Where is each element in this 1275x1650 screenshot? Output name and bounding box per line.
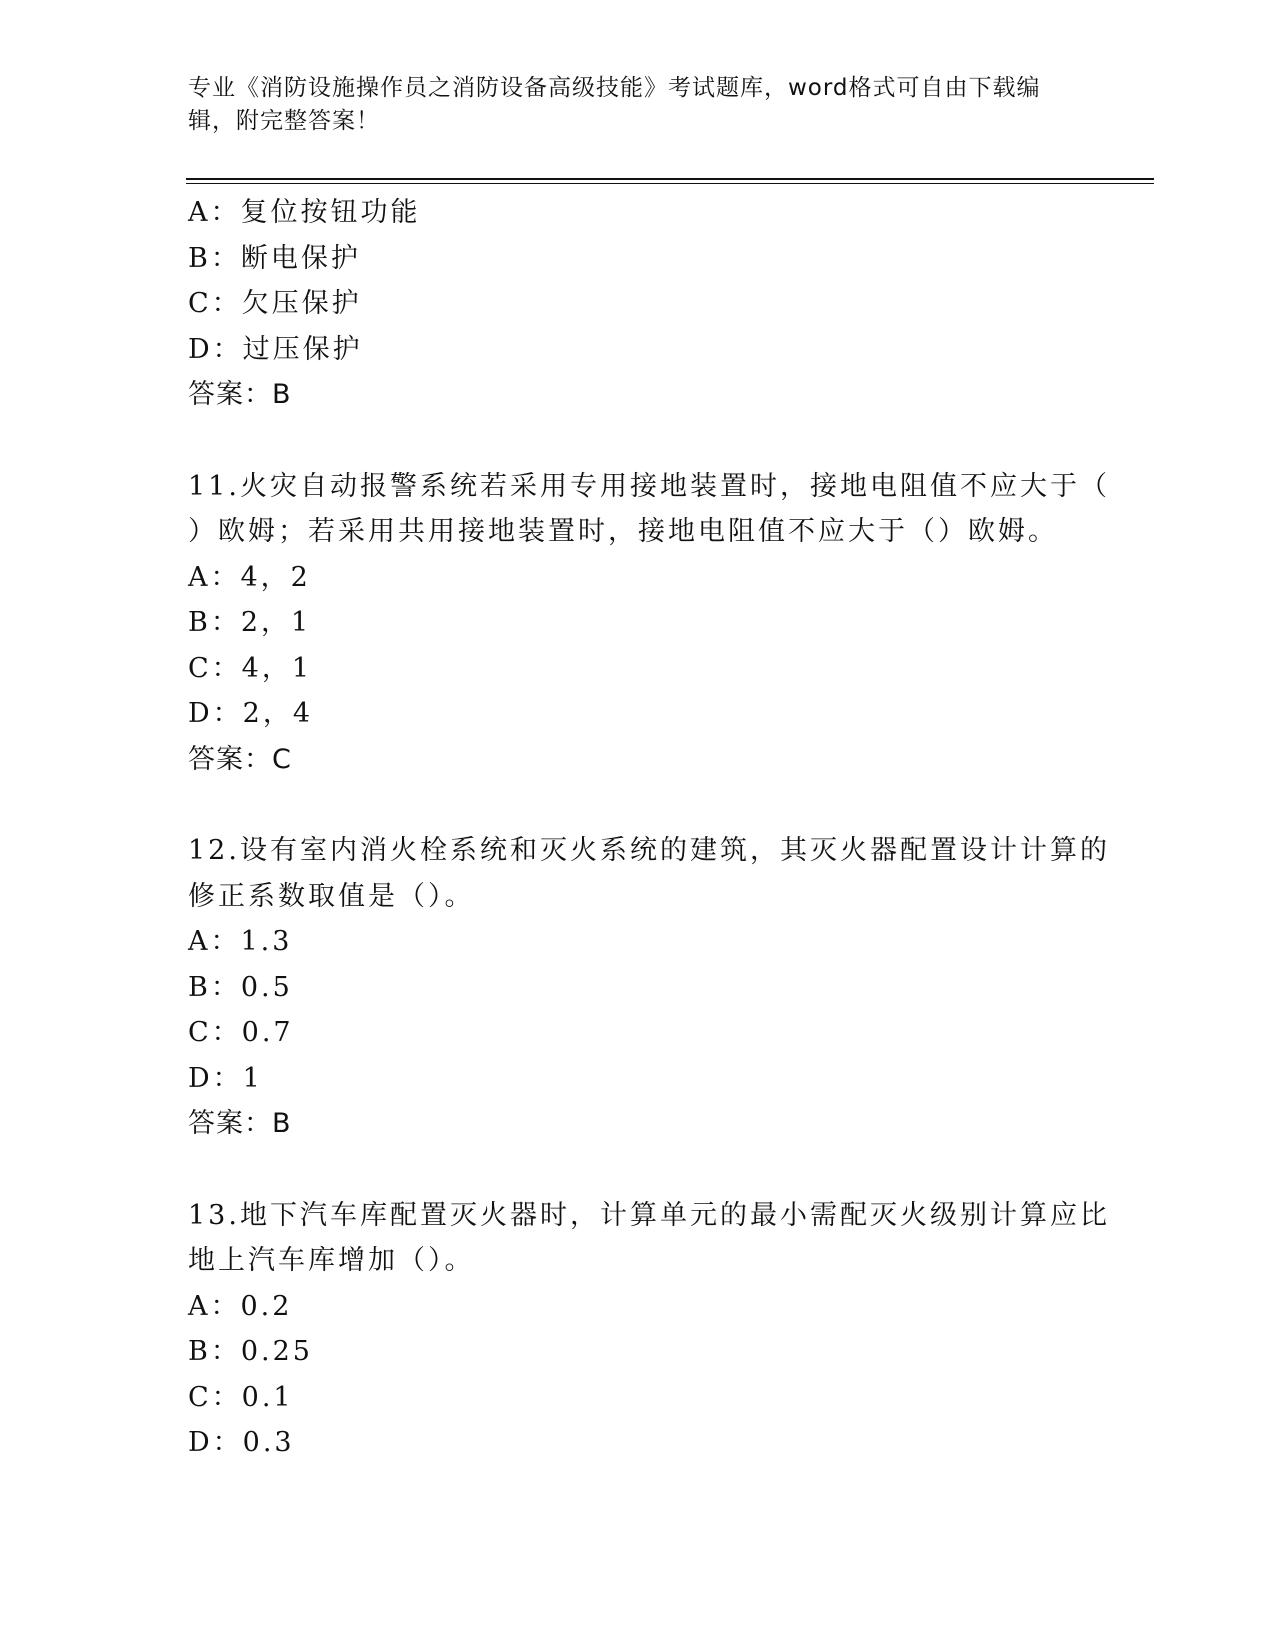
option-b: B：断电保护 xyxy=(188,242,361,274)
option-d: D：过压保护 xyxy=(188,333,363,365)
option-d: D：2，4 xyxy=(188,698,314,729)
question-stem-line-1: 12.设有室内消火栓系统和灭火系统的建筑，其灭火器配置设计计算的 xyxy=(188,835,1110,866)
option-a: A：0.2 xyxy=(188,1290,293,1322)
question-stem-line-2: ）欧姆；若采用共用接地装置时，接地电阻值不应大于（）欧姆。 xyxy=(188,516,1058,547)
header-divider-thick xyxy=(186,178,1154,180)
option-b: B：2，1 xyxy=(188,607,312,638)
option-c: C：0.7 xyxy=(188,1017,294,1048)
question-block-13 xyxy=(188,1193,1110,1466)
option-a: A：复位按钮功能 xyxy=(188,197,421,228)
header-divider-thin xyxy=(186,183,1154,184)
option-c: C：4，1 xyxy=(188,652,313,684)
option-d: D：1 xyxy=(188,1062,263,1094)
option-b: B：0.5 xyxy=(188,971,293,1003)
option-a: A：4，2 xyxy=(188,561,311,593)
answer-line: 答案：C xyxy=(188,743,292,775)
option-a: A：1.3 xyxy=(188,926,293,957)
question-stem-line-2: 地上汽车库增加（）。 xyxy=(188,1245,475,1276)
question-stem-line-1: 13.地下汽车库配置灭火器时，计算单元的最小需配灭火级别计算应比 xyxy=(188,1199,1110,1231)
answer-line: 答案：B xyxy=(188,1108,292,1139)
question-block-11 xyxy=(188,464,1110,783)
header-line-1: 专业《消防设施操作员之消防设备高级技能》考试题库，word格式可自由下载编 xyxy=(188,75,1041,101)
question-block-prev xyxy=(188,190,1088,418)
question-list xyxy=(188,190,1110,1466)
option-b: B：0.25 xyxy=(188,1336,313,1367)
option-c: C：欠压保护 xyxy=(188,288,362,319)
option-c: C：0.1 xyxy=(188,1381,294,1413)
document-header xyxy=(188,72,1088,138)
question-stem-line-2: 修正系数取值是（）。 xyxy=(188,880,475,912)
question-stem-line-1: 11.火灾自动报警系统若采用专用接地装置时，接地电阻值不应大于（ xyxy=(188,470,1110,502)
answer-line: 答案：B xyxy=(188,379,292,410)
question-block-12 xyxy=(188,828,1110,1147)
option-d: D：0.3 xyxy=(188,1427,295,1458)
header-line-2: 辑，附完整答案！ xyxy=(188,108,380,134)
